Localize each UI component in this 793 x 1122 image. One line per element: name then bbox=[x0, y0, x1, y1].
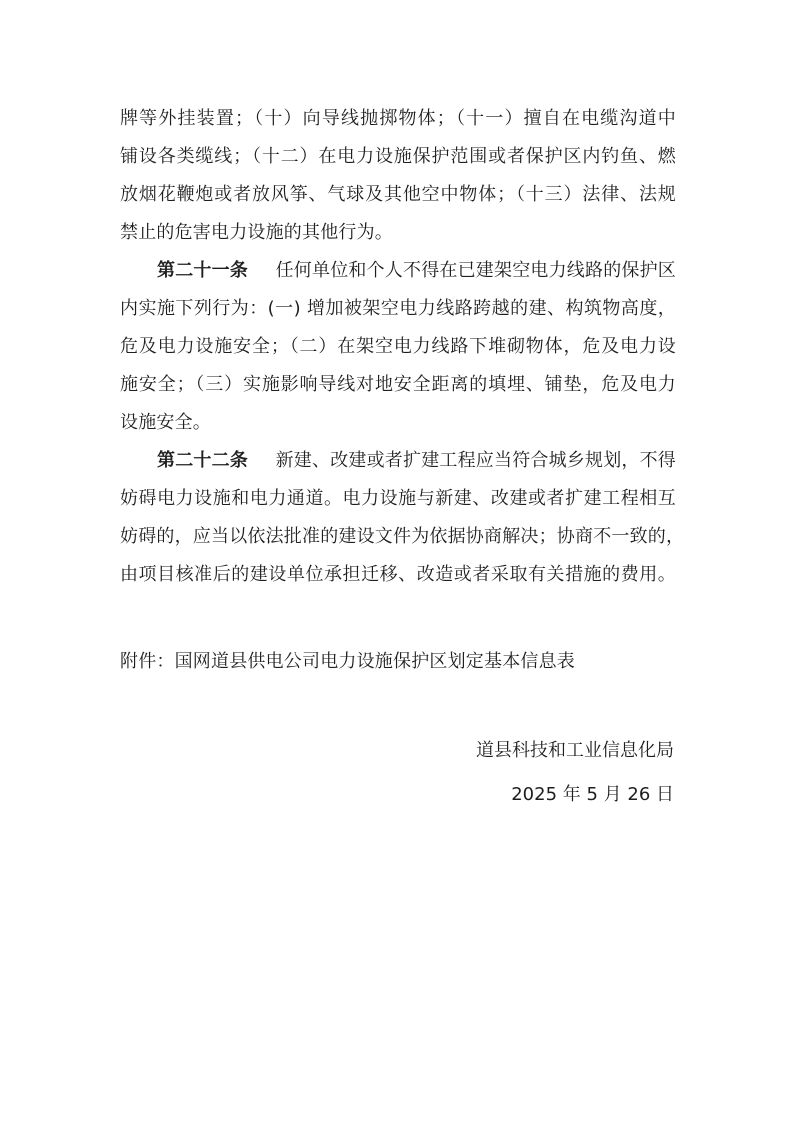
paragraph-line: 放烟花鞭炮或者放风筝、气球及其他空中物体；（十三）法律、法规 bbox=[120, 184, 676, 205]
issuer-name: 道县科技和工业信息化局 bbox=[476, 740, 674, 761]
article-22-heading: 第二十二条 bbox=[157, 450, 248, 471]
paragraph-line: 危及电力设施安全；（二）在架空电力线路下堆砌物体，危及电力设 bbox=[120, 336, 676, 357]
article-21-heading: 第二十一条 bbox=[157, 260, 248, 281]
article-22-first-text: 新建、改建或者扩建工程应当符合城乡规划，不得 bbox=[275, 450, 676, 471]
article-21-first-text: 任何单位和个人不得在已建架空电力线路的保护区 bbox=[275, 260, 676, 281]
article-22-first-line bbox=[157, 449, 676, 473]
paragraph-line: 妨碍的，应当以依法批准的建设文件为依据协商解决；协商不一致的， bbox=[120, 526, 685, 547]
paragraph-line: 禁止的危害电力设施的其他行为。 bbox=[120, 222, 393, 243]
paragraph-line: 妨碍电力设施和电力通道。电力设施与新建、改建或者扩建工程相互 bbox=[120, 488, 676, 509]
paragraph-line: 施安全；（三）实施影响导线对地安全距离的填埋、铺垫，危及电力 bbox=[120, 374, 676, 395]
paragraph-line: 由项目核准后的建设单位承担迁移、改造或者采取有关措施的费用。 bbox=[120, 564, 676, 585]
paragraph-line: 内实施下列行为：(一) 增加被架空电力线路跨越的建、构筑物高度， bbox=[120, 298, 676, 319]
issue-date: 2025 年 5 月 26 日 bbox=[511, 784, 674, 805]
attachment-note: 附件：国网道县供电公司电力设施保护区划定基本信息表 bbox=[120, 651, 575, 672]
paragraph-line: 设施安全。 bbox=[120, 412, 211, 433]
article-21-first-line bbox=[157, 259, 676, 283]
paragraph-line: 牌等外挂装置；（十）向导线抛掷物体；（十一）擅自在电缆沟道中 bbox=[120, 108, 676, 129]
paragraph-line: 铺设各类缆线；（十二）在电力设施保护范围或者保护区内钓鱼、燃 bbox=[120, 146, 676, 167]
